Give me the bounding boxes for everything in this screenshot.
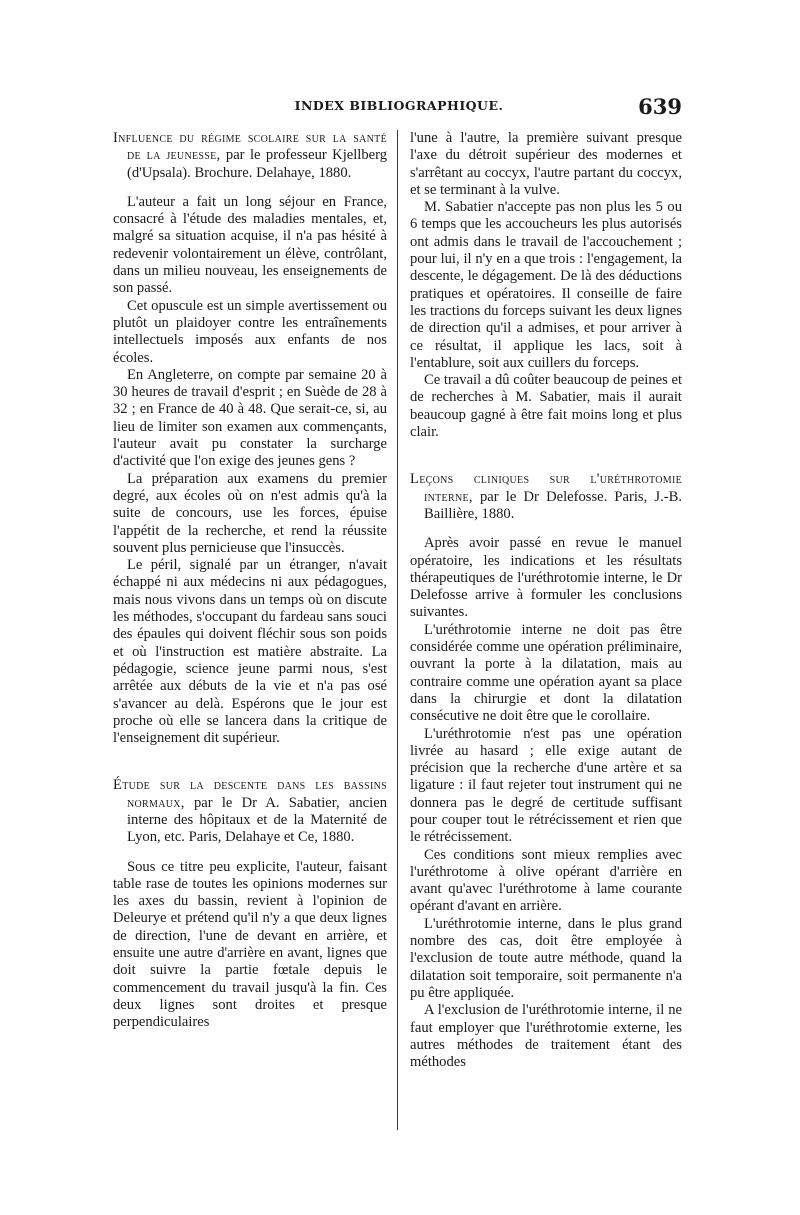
paragraph: Ce travail a dû coûter beaucoup de peines et de recherches à M. Sabatier, mais il aurait beaucoup gagné à être fait moins long et plus clair. xyxy=(410,372,682,441)
entry-citation: par le Dr A. Sabatier, ancien interne des hôpitaux et de la Maternité de Lyon, etc. Paris, Delahaye et Ce, 1880. xyxy=(127,794,387,846)
page-number: 639 xyxy=(638,94,682,119)
bibliography-entry xyxy=(410,471,682,1071)
paragraph: Ces conditions sont mieux remplies avec l'uréthrotome à olive opérant d'arrière en avant qu'avec l'uréthrotome à lame courante opérant d'avant en arrière. xyxy=(410,846,682,915)
page-header xyxy=(116,94,682,120)
left-column xyxy=(113,130,387,1032)
right-column xyxy=(410,130,682,1071)
bibliography-entry xyxy=(113,777,387,1031)
entry-citation: par le Dr Delefosse. Paris, J.-B. Baillière, 1880. xyxy=(424,488,682,522)
column-rule xyxy=(397,130,398,1130)
paragraph: Cet opuscule est un simple avertissement ou plutôt un plaidoyer contre les entraînements intellectuels imposés aux enfants de nos écoles. xyxy=(113,297,387,366)
entry-heading xyxy=(113,777,387,846)
paragraph: A l'exclusion de l'uréthrotomie interne, il ne faut employer que l'uréthrotomie externe, les autres méthodes de traitement étant des méthodes xyxy=(410,1002,682,1071)
bibliography-entry xyxy=(113,130,387,747)
paragraph: Après avoir passé en revue le manuel opératoire, les indications et les résultats thérapeutiques de l'uréthrotomie interne, le Dr Delefosse arrive à formuler les conclusions suivantes. xyxy=(410,535,682,621)
paragraph: L'uréthrotomie interne ne doit pas être considérée comme une opération préliminaire, ouvrant la porte à la dilatation, mais au contraire comme une opération ayant sa place dans la chirurgie et dont la dilatation consécutive ne doit être que le corollaire. xyxy=(410,621,682,725)
paragraph: L'uréthrotomie n'est pas une opération livrée au hasard ; elle exige autant de précision que la recherche d'une artère et sa ligature : il faut rejeter tout instrument qui ne donnera pas le degré de certitude suffisant pour couper tout le rétrécissement et rien que le rétrécissement. xyxy=(410,725,682,846)
entry-title: Influence du régime scolaire sur la santé de la jeunesse, xyxy=(113,130,387,164)
paragraph: M. Sabatier n'accepte pas non plus les 5 ou 6 temps que les accoucheurs les plus autorisés ont admis dans le travail de l'accouchement ; pour lui, il n'y en a que trois : l'engagement, la descente, le dégagement. De là des déductions pratiques et opératoires. Il conseille de faire les tractions du forceps suivant les deux lignes de direction qu'il a admises, et pour arriver à ce résultat, il applique les lacs, soit à l'entablure, soit aux cuillers du forceps. xyxy=(410,199,682,371)
entry-title: Étude sur la descente dans les bassins normaux, xyxy=(113,777,387,811)
entry-heading xyxy=(113,130,387,182)
paragraph: La préparation aux examens du premier degré, aux écoles où on n'est admis qu'à la suite de concours, use les forces, épuise l'appétit de la recherche, et rend la réussite souvent plus pernicieuse que l'insuccès. xyxy=(113,470,387,556)
paragraph: L'auteur a fait un long séjour en France, consacré à l'étude des maladies mentales, et, malgré sa situation acquise, il n'a pas hésité à redevenir volontairement un élève, contrôlant, dans un milieu nouveau, les enseignements de son passé. xyxy=(113,193,387,297)
paragraph: l'une à l'autre, la première suivant presque l'axe du détroit supérieur des modernes et s'arrêtant au coccyx, l'autre partant du coccyx, et se terminant à la vulve. xyxy=(410,130,682,198)
paragraph: En Angleterre, on compte par semaine 20 à 30 heures de travail d'esprit ; en Suède de 28 à 32 ; en France de 40 à 48. Que serait-ce, si, au lieu de limiter son examen aux commençants, l'auteur avait pu constater la surcharge d'activité que l'on exige des jeunes gens ? xyxy=(113,366,387,470)
entry-title: Leçons cliniques sur l'uréthrotomie interne, xyxy=(410,471,682,505)
paragraph: Sous ce titre peu explicite, l'auteur, faisant table rase de toutes les opinions modernes sur les axes du bassin, revient à l'opinion de Deleurye et prétend qu'il n'y a que deux lignes de direction, l'une de devant en arrière, et ensuite une autre d'arrière en avant, lignes que doit suivre la partie fœtale depuis le commencement du travail jusqu'à la fin. Ces deux lignes sont droites et presque perpendiculaires xyxy=(113,858,387,1031)
paragraph: Le péril, signalé par un étranger, n'avait échappé ni aux médecins ni aux pédagogues, mais nous vivons dans un temps où on discute les méthodes, s'occupant du fardeau sans souci des épaules qui doivent fléchir sous son poids et où l'instruction est matière abstraite. La pédagogie, science jeune parmi nous, s'est arrêtée aux débuts de la vie et n'a pas osé s'avancer au delà. Espérons que le jour est proche où elle se lancera dans la critique de l'enseignement dit supérieur. xyxy=(113,557,387,747)
paragraph: L'uréthrotomie interne, dans le plus grand nombre des cas, doit être employée à l'exclusion de toute autre méthode, quand la dilatation soit temporaire, soit permanente n'a pu être appliquée. xyxy=(410,915,682,1001)
entry-heading xyxy=(410,471,682,523)
entry-citation: par le professeur Kjellberg (d'Upsala). Brochure. Delahaye, 1880. xyxy=(127,147,388,181)
running-title: INDEX BIBLIOGRAPHIQUE. xyxy=(294,98,504,113)
